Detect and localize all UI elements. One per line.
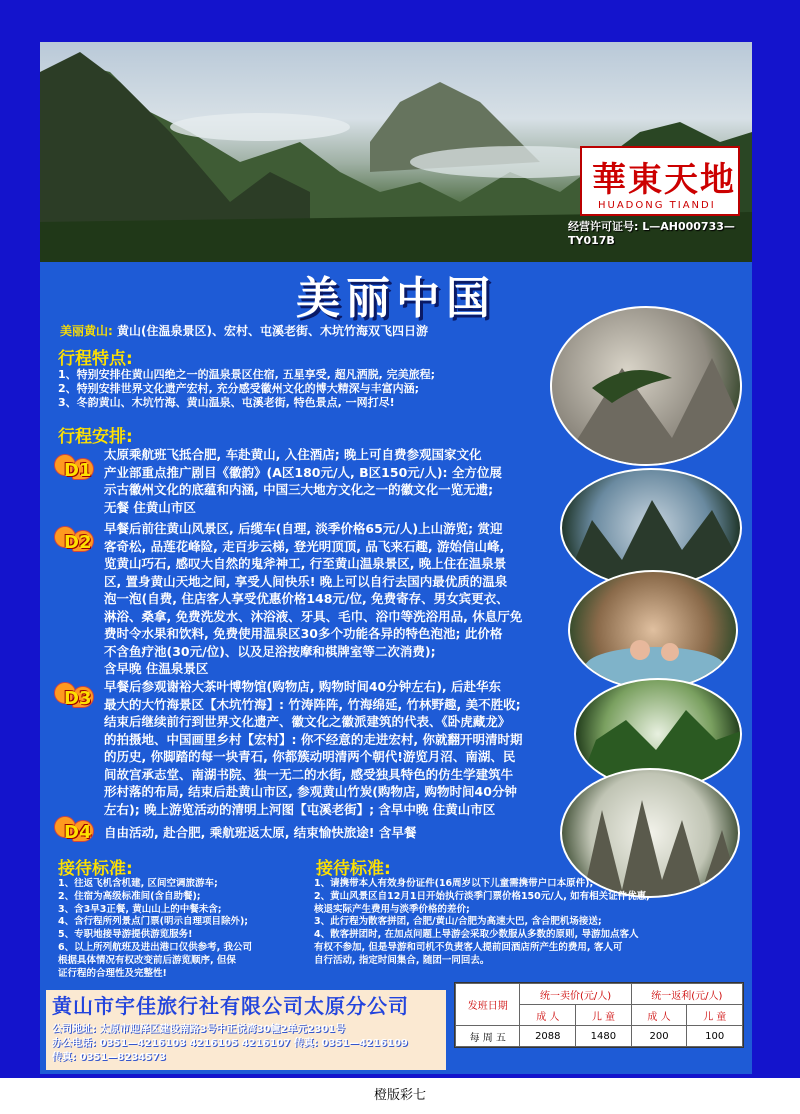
standard-item: 自行活动, 指定时间集合, 随团一同回去。 [314,954,490,966]
route-line [60,324,428,338]
day-label: D1 [64,460,92,481]
day-badge-d3 [54,682,100,714]
page-title: 美丽中国 [296,273,496,324]
standards-heading-right: 接待标准: [316,859,391,879]
col-child: 儿 童 [576,1005,632,1026]
logo-pinyin: HUADONG TIANDI [598,200,716,211]
pine-tree-illustration [552,308,742,466]
photo-hot-spring [568,570,738,690]
day-label: D2 [64,532,92,553]
standards-list-left [58,878,252,980]
text-line: 的历史, 你脚踏的每一块青石, 你都簇动明清两个朝代!游览月沼、南湖、民 [104,749,516,764]
standards-list-right [314,878,750,968]
day-2-text [104,520,522,678]
standard-item: 2、住宿为高级标准间(含自助餐); [58,890,201,902]
sell-child: 1480 [576,1026,632,1047]
company-info [46,990,446,1070]
standard-item: 核退实际产生费用与淡季价格的差价; [314,903,470,915]
day-badge-d1 [54,454,100,486]
standard-item: 3、此行程为散客拼团, 合肥/黄山/合肥为高速大巴, 含合肥机场接送; [314,916,602,928]
row-date: 每 周 五 [456,1026,520,1047]
text-line: 早餐后前往黄山风景区, 后缆车(自理, 淡季价格65元/人)上山游览; 赏迎 [104,521,503,536]
header-sell: 统一卖价(元/人) [520,984,631,1005]
text-line: 费时令水果和饮料, 免费使用温泉区30多个功能各异的特色泡池; 此价格 [104,626,503,641]
features-heading: 行程特点: [58,349,133,369]
office-phone: 办公电话: 0351—4216103 4216105 4216107 传真: 0351—4216109 [52,1038,408,1049]
feature-item: 2、特别安排世界文化遗产宏村, 充分感受徽州文化的博大精深与丰富内涵; [58,382,420,395]
text-line: 淋浴、桑拿, 免费洗发水、沐浴液、牙具、毛巾、浴巾等洗浴用品, 休息厅免 [104,608,523,624]
day-4-text [104,824,416,842]
hot-spring-illustration [570,572,738,690]
text-line: 含早晚 住温泉景区 [104,661,209,676]
text-line: 太原乘航班飞抵合肥, 车赴黄山, 入住酒店; 晚上可自费参观国家文化 [104,447,482,462]
text-line: 无餐 住黄山市区 [104,499,196,515]
license-number: 经营许可证号: L—AH000733—TY017B [568,220,735,247]
header-rebate: 统一返利(元/人) [631,984,742,1005]
rebate-child: 100 [687,1026,743,1047]
text-line: 自由活动, 赴合肥, 乘航班返太原, 结束愉快旅途! 含早餐 [104,825,417,840]
col-child: 儿 童 [687,1005,743,1026]
feature-item: 3、冬韵黄山、木坑竹海、黄山温泉、屯溪老街, 特色景点, 一网打尽! [58,396,395,409]
sell-adult: 2088 [520,1026,576,1047]
day-3-text [104,678,522,818]
day-label: D3 [64,688,92,709]
standard-item: 5、专职地接导游提供游览服务! [58,929,193,941]
company-address: 公司地址: 太原市迎泽区建设南路3号中正悦湾30幢2单元2301号 [52,1024,346,1035]
standard-item: 有权不参加, 但是导游和司机不负责客人提前回酒店所产生的费用, 客人可 [314,941,623,953]
price-table [454,982,744,1048]
rebate-adult: 200 [631,1026,687,1047]
day-1-text [104,446,502,516]
col-adult: 成 人 [520,1005,576,1026]
company-logo [580,146,740,216]
text-line: 的拍摄地、中国画里乡村【宏村】: 你不经意的走进宏村, 你就翻开明清时期 [104,731,523,747]
banner-photo [40,42,752,262]
standard-item: 证行程的合理性及完整性! [58,967,167,979]
brochure-page [40,42,752,1074]
day-label: D4 [64,822,92,843]
standards-heading-left: 接待标准: [58,859,133,879]
text-line: 示古徽州文化的底蕴和内涵, 中国三大地方文化之一的徽文化一览无遗; [104,482,494,497]
text-line: 区, 置身黄山天地之间, 享受人间快乐! 晚上可以自行去国内最优质的温泉 [104,573,508,589]
standard-item: 6、以上所列航班及进出港口仅供参考, 我公司 [58,941,253,953]
header-date: 发班日期 [456,984,520,1026]
logo-text: 華東天地 [592,160,736,200]
page-footer: 橙版彩七 [373,1088,426,1103]
text-line: 形村落的布局, 结束后赴黄山市区, 参观黄山竹炭(购物店, 购物时间40分钟 [104,784,517,799]
text-line: 不含鱼疗池(30元/位)、以及足浴按摩和棋牌室等二次消费); [104,643,436,659]
text-line: 最大的大竹海景区【木坑竹海】: 竹涛阵阵, 竹海绵延, 竹林野趣, 美不胜收; [104,696,521,712]
features-list [58,368,435,410]
day-badge-d4 [54,816,100,848]
feature-item: 1、特别安排住黄山四绝之一的温泉景区住宿, 五星享受, 超凡洒脱, 完美旅程; [58,368,436,381]
standard-item: 4、含行程所列景点门票(明示自理项目除外); [58,916,249,928]
standard-item: 1、请携带本人有效身份证件(16周岁以下儿童需携带户口本原件); [314,878,594,889]
text-line: 客奇松, 品莲花峰险, 走百步云梯, 登光明顶顶, 品飞来石趣, 游始信山峰, [104,538,505,554]
text-line: 左右); 晚上游览活动的清明上河图【屯溪老街】; 含早中晚 住黄山市区 [104,801,496,817]
fax-number: 传真: 0351—8234573 [52,1052,167,1063]
day-badge-d2 [54,526,100,558]
col-adult: 成 人 [631,1005,687,1026]
standard-item: 根据具体情况有权改变前后游览顺序, 但保 [58,954,236,966]
standard-item: 1、往返飞机含机建, 区间空调旅游车; [58,878,218,889]
route-label: 美丽黄山: [60,324,113,338]
standard-item: 3、含3早3正餐, 黄山山上的中餐未含; [58,903,222,915]
text-line: 产业部重点推广剧目《徽韵》(A区180元/人, B区150元/人): 全方位展 [104,464,502,480]
text-line: 结束后继续前行到世界文化遗产、徽文化之徽派建筑的代表、《卧虎藏龙》 [104,714,511,729]
text-line: 览黄山巧石, 感叹大自然的鬼斧神工, 行至黄山温泉景区, 晚上住在温泉景 [104,556,507,571]
company-name: 黄山市宇佳旅行社有限公司太原分公司 [52,994,409,1018]
text-line: 泡一泡(自费, 住店客人享受优惠价格148元/位, 免费寄存、男女宾更衣、 [104,591,509,606]
route-text: 黄山(住温泉景区)、宏村、屯溪老街、木坑竹海双飞四日游 [117,324,428,338]
standard-item: 4、散客拼团时, 在加点问题上导游会采取少数服从多数的原则, 导游加点客人 [314,929,639,941]
text-line: 间故宫承志堂、南湖书院、独一无二的水街, 感受独具特色的仿生学建筑牛 [104,766,514,782]
standard-item: 2、黄山风景区自12月1日开始执行淡季门票价格150元/人, 如有相关证件优惠, [314,890,650,902]
photo-pine-cliff [550,306,742,466]
text-line: 早餐后参观谢裕大茶叶博物馆(购物店, 购物时间40分钟左右), 后赴华东 [104,679,502,694]
itinerary-heading: 行程安排: [58,427,133,447]
